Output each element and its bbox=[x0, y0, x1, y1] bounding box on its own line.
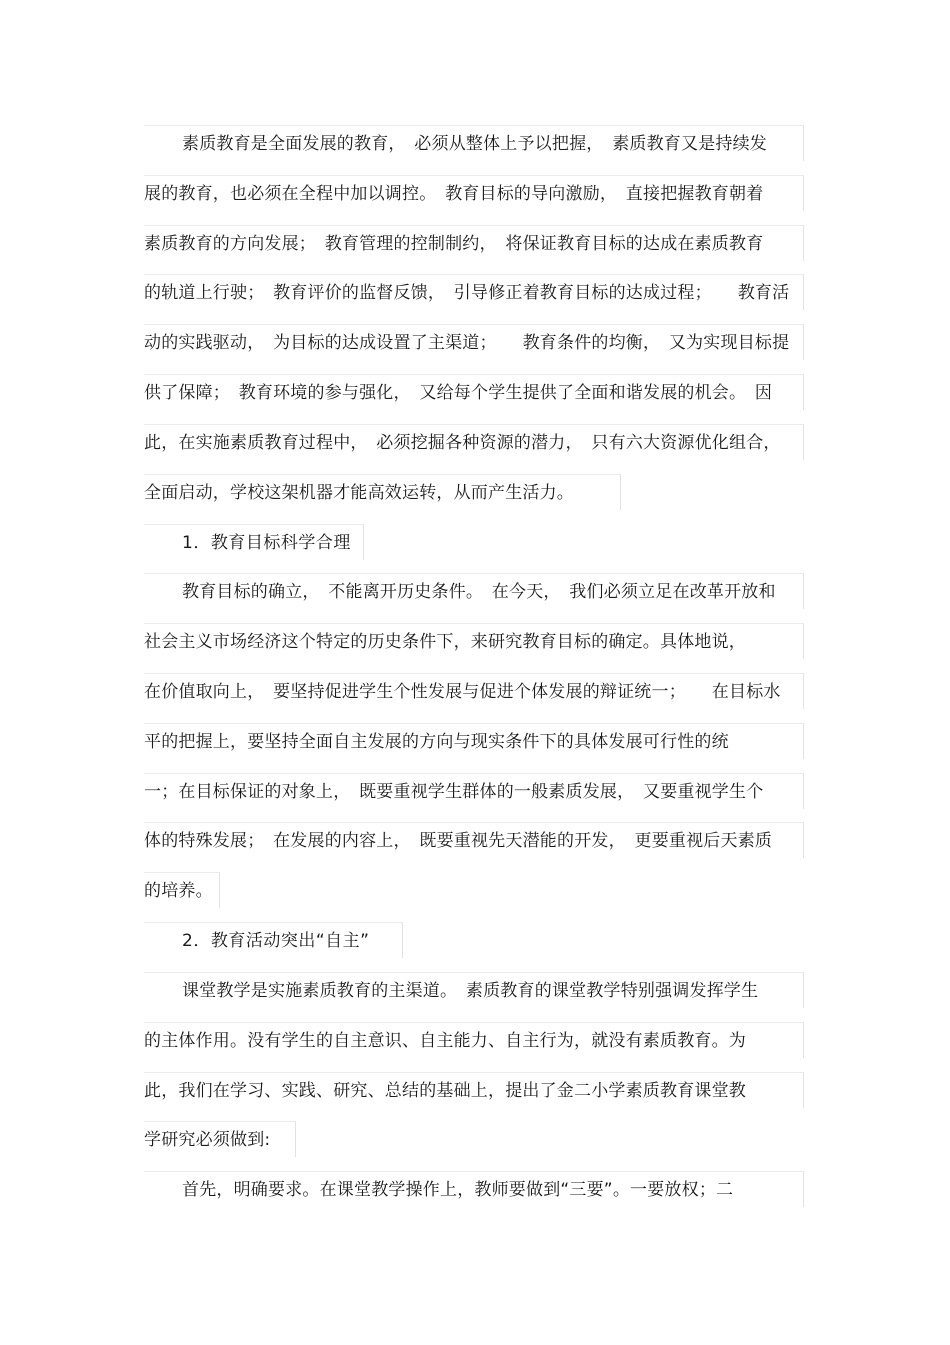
paragraph-2-line-7: 的培养。 bbox=[144, 872, 220, 908]
paragraph-1-line-2: 展的教育，也必须在全程中加以调控。 教育目标的导向激励， 直接把握教育朝着 bbox=[144, 175, 804, 211]
paragraph-1-line-6: 供了保障； 教育环境的参与强化， 又给每个学生提供了全面和谐发展的机会。 因 bbox=[144, 374, 804, 410]
paragraph-2-line-5: 一；在目标保证的对象上， 既要重视学生群体的一般素质发展， 又要重视学生个 bbox=[144, 773, 804, 809]
paragraph-3-line-1: 课堂教学是实施素质教育的主渠道。 素质教育的课堂教学特别强调发挥学生 bbox=[144, 972, 804, 1008]
paragraph-1-line-1: 素质教育是全面发展的教育， 必须从整体上予以把握， 素质教育又是持续发 bbox=[144, 125, 804, 161]
paragraph-3-line-4: 学研究必须做到: bbox=[144, 1121, 296, 1157]
paragraph-3-line-2: 的主体作用。没有学生的自主意识、自主能力、自主行为，就没有素质教育。为 bbox=[144, 1022, 804, 1058]
paragraph-2-line-2: 社会主义市场经济这个特定的历史条件下，来研究教育目标的确定。具体地说， bbox=[144, 623, 804, 659]
paragraph-1-line-4: 的轨道上行驶； 教育评价的监督反馈， 引导修正着教育目标的达成过程； 教育活 bbox=[144, 274, 804, 310]
paragraph-2-line-1: 教育目标的确立， 不能离开历史条件。 在今天， 我们必须立足在改革开放和 bbox=[144, 573, 804, 609]
paragraph-4-line-1: 首先，明确要求。在课堂教学操作上，教师要做到“三要”。一要放权；二 bbox=[144, 1171, 804, 1207]
paragraph-2-line-6: 体的特殊发展； 在发展的内容上， 既要重视先天潜能的开发， 更要重视后天素质 bbox=[144, 822, 804, 858]
paragraph-1-line-3: 素质教育的方向发展； 教育管理的控制制约， 将保证教育目标的达成在素质教育 bbox=[144, 225, 804, 261]
paragraph-1-line-7: 此，在实施素质教育过程中， 必须挖掘各种资源的潜力， 只有六大资源优化组合， bbox=[144, 424, 804, 460]
paragraph-2-line-3: 在价值取向上， 要坚持促进学生个性发展与促进个体发展的辩证统一； 在目标水 bbox=[144, 673, 804, 709]
paragraph-1-line-5: 动的实践驱动， 为目标的达成设置了主渠道； 教育条件的均衡， 又为实现目标提 bbox=[144, 324, 804, 360]
section-heading-1: 1．教育目标科学合理 bbox=[144, 524, 364, 560]
paragraph-3-line-3: 此，我们在学习、实践、研究、总结的基础上，提出了金二小学素质教育课堂教 bbox=[144, 1072, 804, 1108]
paragraph-1-line-8: 全面启动，学校这架机器才能高效运转，从而产生活力。 bbox=[144, 474, 621, 510]
paragraph-2-line-4: 平的把握上，要坚持全面自主发展的方向与现实条件下的具体发展可行性的统 bbox=[144, 723, 804, 759]
section-heading-2: 2．教育活动突出“自主” bbox=[144, 922, 403, 958]
